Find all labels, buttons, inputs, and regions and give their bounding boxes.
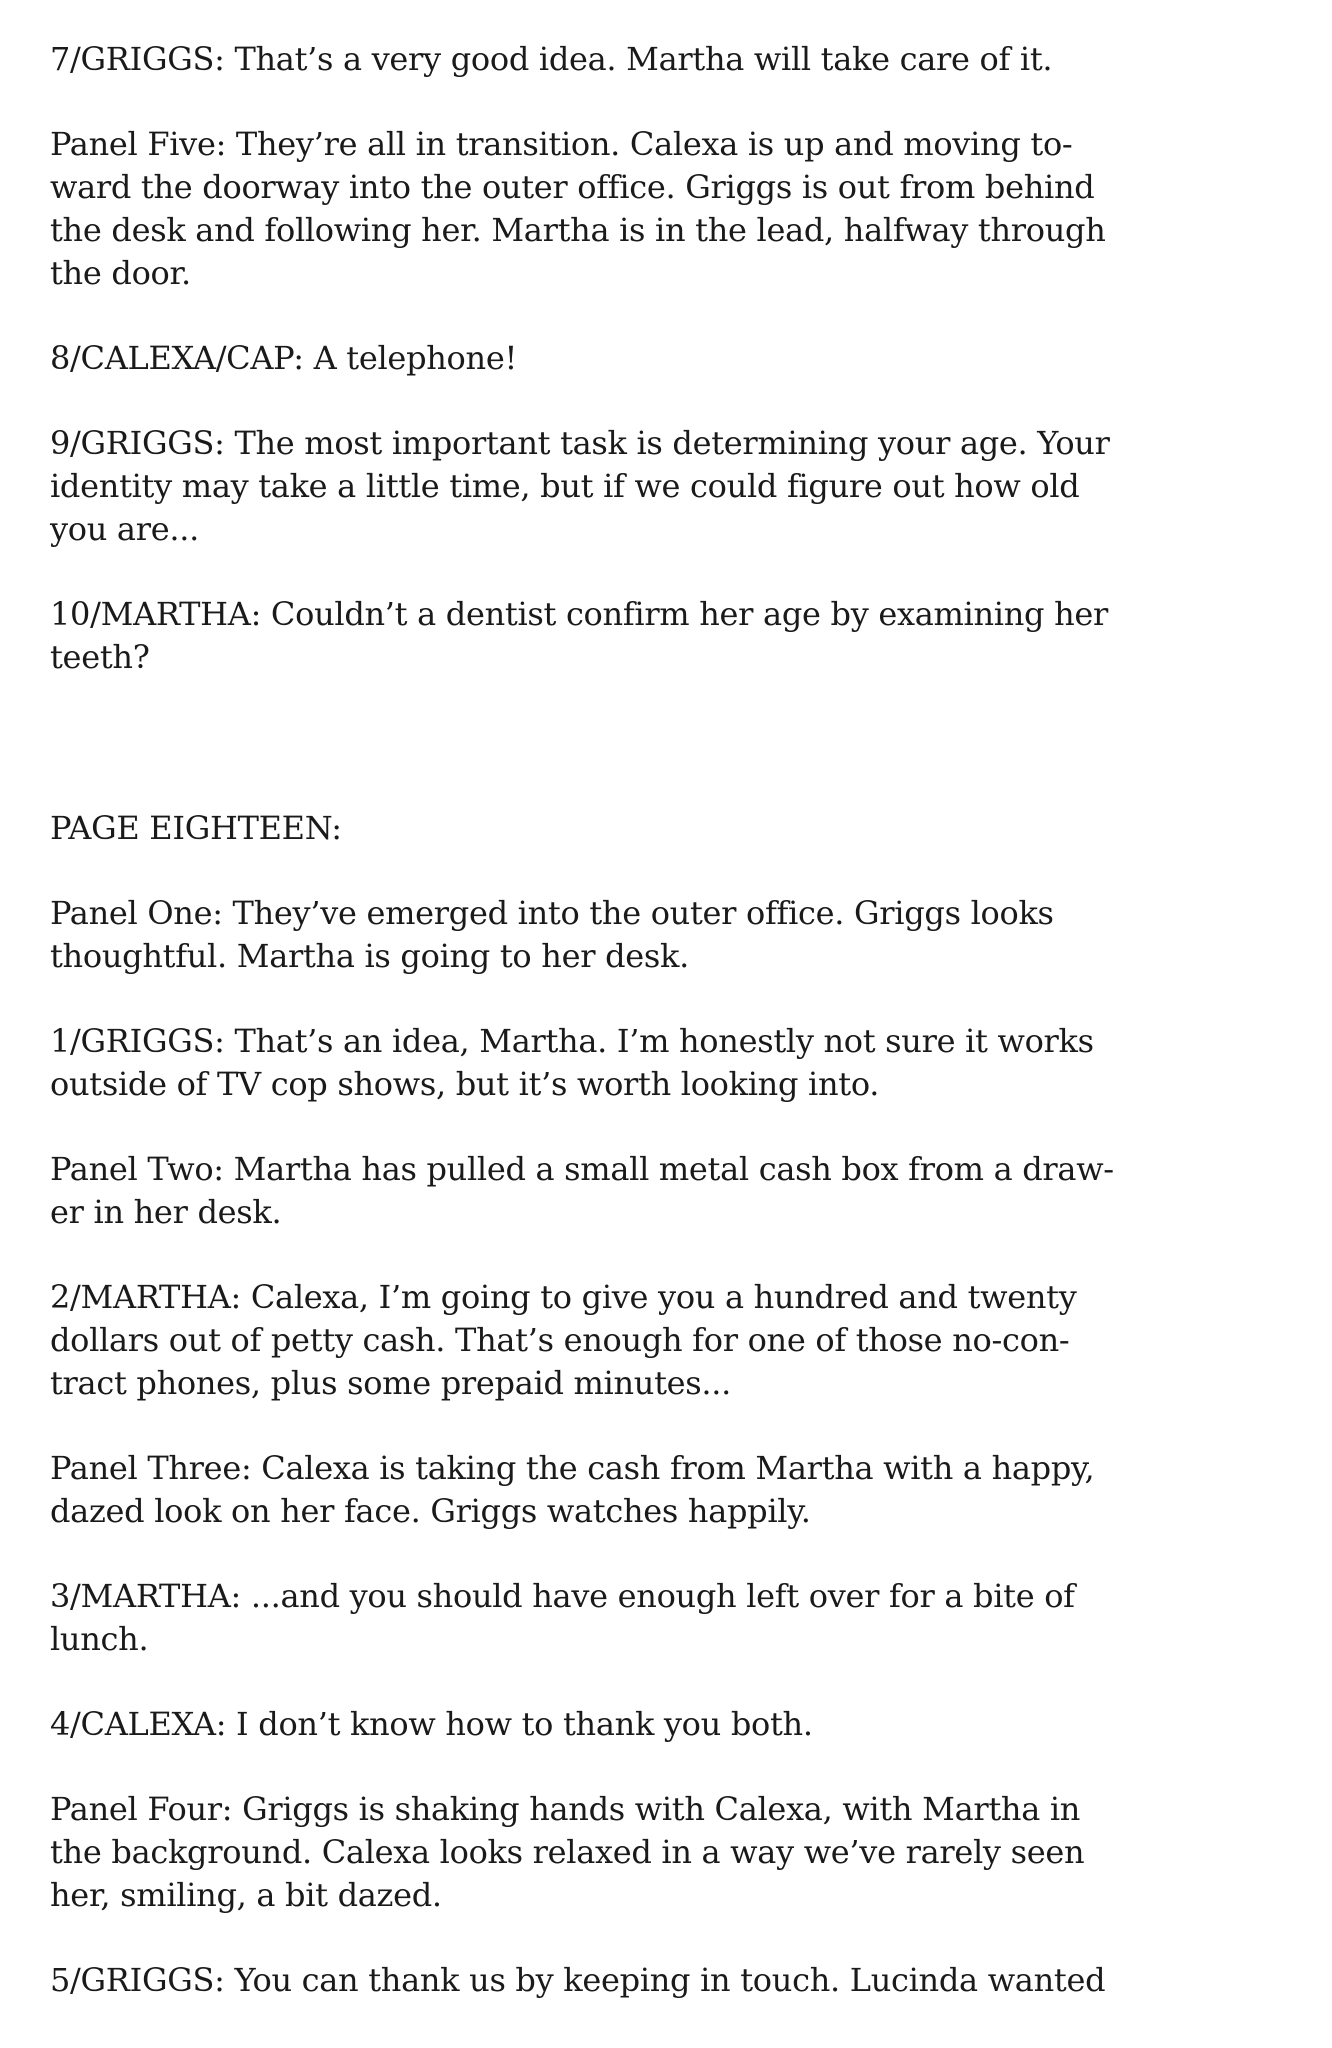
script-line: 3/MARTHA: ...and you should have enough left over for a bite of lunch. bbox=[50, 1577, 1075, 1658]
script-line: 1/GRIGGS: That’s an idea, Martha. I’m honestly not sure it works outside of TV cop shows, but it’s worth looking into. bbox=[50, 1022, 1094, 1103]
script-line: 2/MARTHA: Calexa, I’m going to give you a hundred and twenty dollars out of petty cash. That’s enough for one of those no-con- tract phones, plus some prepaid minutes... bbox=[50, 1278, 1077, 1402]
script-line: 5/GRIGGS: You can thank us by keeping in touch. Lucinda wanted bbox=[50, 1961, 1106, 1999]
script-line: 8/CALEXA/CAP: A telephone! bbox=[50, 339, 518, 377]
panel-description: Panel Three: Calexa is taking the cash from Martha with a happy, dazed look on her face. Griggs watches happily. bbox=[50, 1449, 1095, 1530]
panel-description: Panel Four: Griggs is shaking hands with Calexa, with Martha in the background. Calexa looks relaxed in a way we’ve rarely seen her, smiling, a bit dazed. bbox=[50, 1790, 1085, 1914]
script-line: 4/CALEXA: I don’t know how to thank you both. bbox=[50, 1705, 813, 1743]
panel-description: Panel One: They’ve emerged into the outer office. Griggs looks thoughtful. Martha is going to her desk. bbox=[50, 894, 1054, 975]
script-line: 10/MARTHA: Couldn’t a dentist confirm her age by examining her teeth? bbox=[50, 595, 1109, 676]
panel-description: Panel Two: Martha has pulled a small metal cash box from a draw- er in her desk. bbox=[50, 1150, 1114, 1231]
script-line: 9/GRIGGS: The most important task is determining your age. Your identity may take a little time, but if we could figure out how old you are... bbox=[50, 424, 1110, 548]
panel-description: Panel Five: They’re all in transition. Calexa is up and moving to- ward the doorway into the outer office. Griggs is out from behind the desk and following her. Martha is in the lead, halfway through the door. bbox=[50, 125, 1106, 292]
spacer bbox=[50, 721, 1280, 807]
page-heading: PAGE EIGHTEEN: bbox=[50, 809, 342, 847]
script-line: 7/GRIGGS: That’s a very good idea. Martha will take care of it. bbox=[50, 40, 1053, 78]
script-page bbox=[50, 38, 1280, 2044]
